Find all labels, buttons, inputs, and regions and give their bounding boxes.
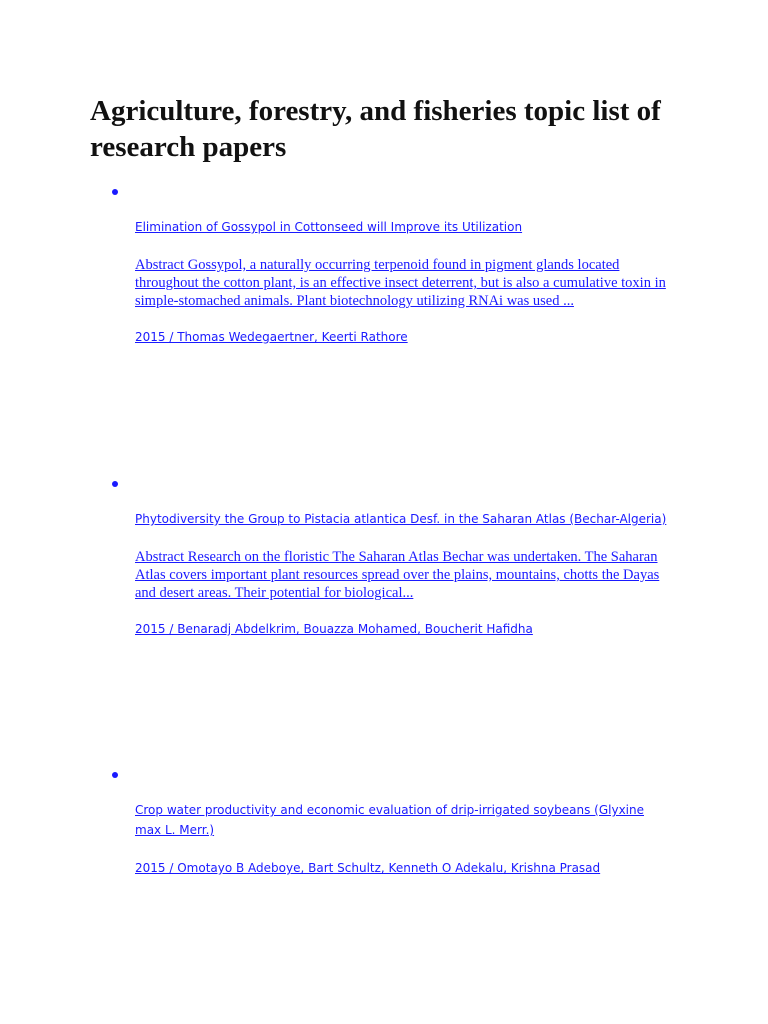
paper-abstract-link[interactable]: Abstract Research on the floristic The Saharan Atlas Bechar was undertaken. The Saharan Atlas covers important plant resources spread over the plains, mountains, chotts the Dayas and desert areas. Their potential for biological... xyxy=(135,549,660,601)
paper-abstract-link[interactable]: Abstract Gossypol, a naturally occurring terpenoid found in pigment glands located throughout the cotton plant, is an effective insect deterrent, but is also a cumulative toxin in simple-stomached animals. Plant biotechnology utilizing RNAi was used ... xyxy=(135,257,666,309)
paper-meta-link[interactable]: 2015 / Benaradj Abdelkrim, Bouazza Mohamed, Boucherit Hafidha xyxy=(135,622,533,636)
paper-meta-link[interactable]: 2015 / Omotayo B Adeboye, Bart Schultz, Kenneth O Adekalu, Krishna Prasad xyxy=(135,861,601,875)
list-bullet xyxy=(112,772,118,778)
list-bullet xyxy=(112,481,118,487)
page-title: Agriculture, forestry, and fisheries topic list of research papers xyxy=(90,95,661,163)
paper-title-link[interactable]: Crop water productivity and economic evaluation of drip-irrigated soybeans (Glyxine max L. Merr.) xyxy=(135,803,644,837)
list-bullet xyxy=(112,189,118,195)
paper-meta-link[interactable]: 2015 / Thomas Wedegaertner, Keerti Rathore xyxy=(135,330,408,344)
paper-title-link[interactable]: Elimination of Gossypol in Cottonseed will Improve its Utilization xyxy=(135,220,523,234)
paper-title-link[interactable]: Phytodiversity the Group to Pistacia atlantica Desf. in the Saharan Atlas (Bechar-Algeria) xyxy=(135,512,667,526)
